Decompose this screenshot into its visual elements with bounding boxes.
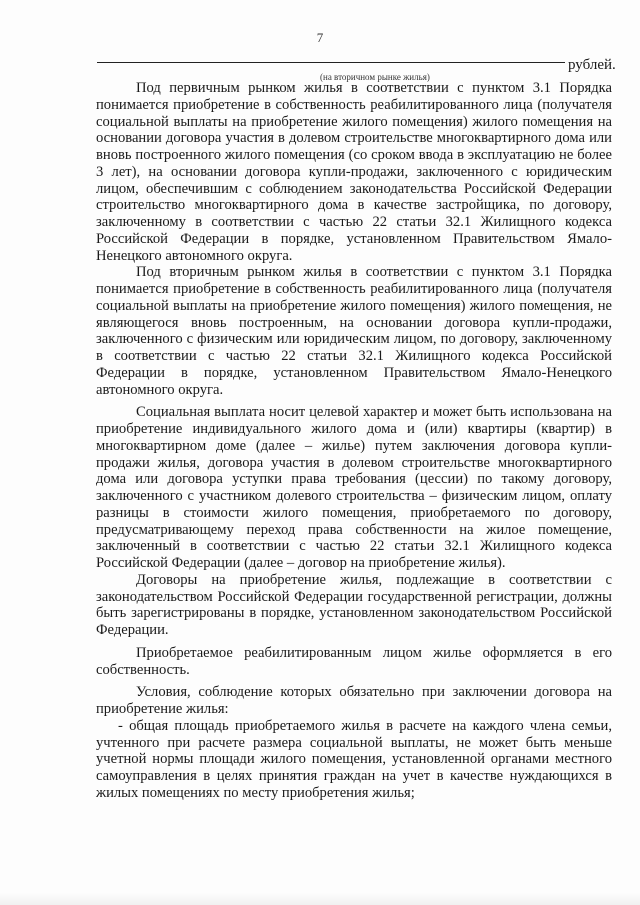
scan-bottom-edge: [0, 893, 640, 905]
paragraph-secondary-market: Под вторичным рынком жилья в соответствии с пунктом 3.1 Порядка понимается приобретение в собственность реабилитированного лица (получателя социальной выплаты на приобретение жилого помещения) жилого помещения, не являющегося вновь построенным, на основании договора купли-продажи, заключенного с физическим или юридическим лицом, по договору, заключенному в соответствии с частью 22 статьи 32.1 Жилищного кодекса Российской Федерации в порядке, установленном Правительством Ямало-Ненецкого автономного округа.: [96, 264, 612, 398]
page-number: 7: [316, 30, 324, 45]
amount-blank-line: [97, 62, 565, 63]
paragraph-condition-area: - общая площадь приобретаемого жилья в расчете на каждого члена семьи, учтенного при расчете размера социальной выплаты, не может быть меньше учетной нормы площади жилого помещения, установленной органами местного самоуправления в целях принятия граждан на учет в качестве нуждающихся в жилых помещениях по месту приобретения жилья;: [96, 717, 612, 801]
paragraph-state-registration: Договоры на приобретение жилья, подлежащие в соответствии с законодательством Российской Федерации государственной регистрации, должны быть зарегистрированы в порядке, установленном законодательством Российской Федерации.: [96, 571, 612, 638]
paragraph-social-payment-purpose: Социальная выплата носит целевой характер и может быть использована на приобретение индивидуального жилого дома и (или) квартиры (квартир) в многоквартирном доме (далее – жилье) путем заключения договора купли-продажи жилья, договора участия в долевом строительстве многоквартирного дома или договора уступки права требования (цессии) по такому договору, заключенного с участником долевого строительства – физическим лицом, оплату разницы в стоимости жилого помещения, приобретаемого по договору, предусматривающему переход права собственности на жилое помещение, заключенный в соответствии с частью 22 статьи 32.1 Жилищного кодекса Российской Федерации (далее – договор на приобретение жилья).: [96, 404, 612, 571]
amount-unit: рублей.: [568, 57, 616, 73]
paragraph-conditions-intro: Условия, соблюдение которых обязательно при заключении договора на приобретение жилья:: [96, 684, 612, 717]
paragraph-ownership: Приобретаемое реабилитированным лицом жилье оформляется в его собственность.: [96, 644, 612, 678]
amount-caption: (на вторичном рынке жилья): [320, 72, 430, 82]
document-body: [96, 80, 612, 802]
paragraph-primary-market: Под первичным рынком жилья в соответствии с пунктом 3.1 Порядка понимается приобретение в собственность реабилитированного лица (получателя социальной выплаты на приобретение жилого помещения) жилого помещения на основании договора участия в долевом строительстве многоквартирного дома или вновь построенного жилого помещения (со сроком ввода в эксплуатацию не более 3 лет), на основании договора купли-продажи, заключенного с юридическим лицом, обеспечившим с соблюдением законодательства Российской Федерации строительство многоквартирного дома в качестве застройщика, по договору, заключенному в соответствии с частью 22 статьи 32.1 Жилищного кодекса Российской Федерации в порядке, установленном Правительством Ямало-Ненецкого автономного округа.: [96, 80, 612, 264]
